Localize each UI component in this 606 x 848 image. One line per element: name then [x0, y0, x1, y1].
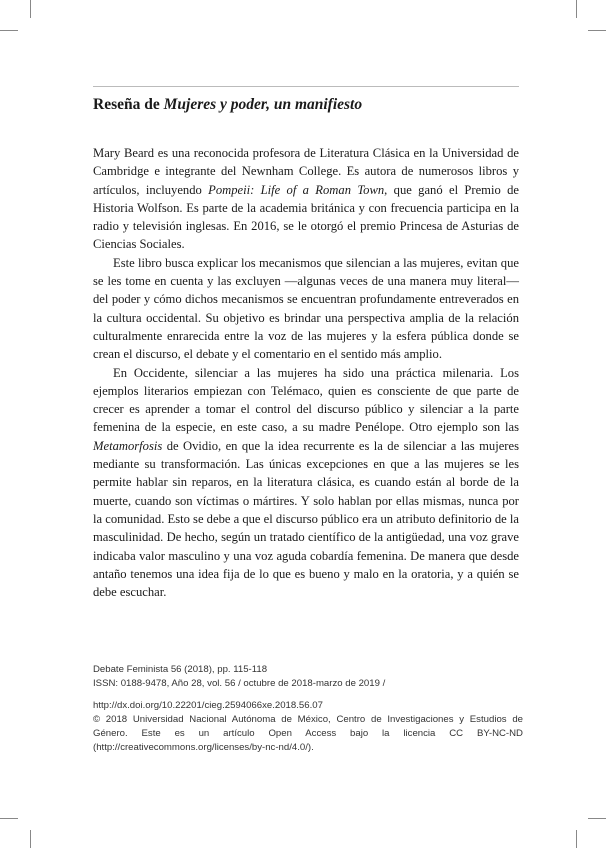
- paragraph-2-text: Este libro busca explicar los mecanismos que silencian a las mujeres, evitan que se les tome en cuenta y las excluyen —algunas veces de una manera muy literal— del poder y cómo dichos mecanismos se encuentran profundamente entreverados en la cultura occidental. Su objetivo es brindar una perspectiva amplia de la relación culturalmente enrarecida entre la voz de las mujeres y la esfera pública donde se crean el discurso, el debate y el comentario en el sentido más amplio.: [93, 255, 519, 362]
- title-prefix: Reseña de: [93, 96, 164, 113]
- article-body: [93, 144, 519, 601]
- license-text: © 2018 Universidad Nacional Autónoma de México, Centro de Investigaciones y Estudios de Género. Este es un artículo Open Access bajo la licencia CC BY-NC-ND (http://creativecommons.org/licenses/by-nc-nd/4.0/).: [93, 714, 523, 753]
- crop-mark-right-top: [588, 30, 606, 31]
- crop-mark-top-left: [30, 0, 31, 18]
- issn-line: ISSN: 0188-9478, Año 28, vol. 56 / octubre de 2018-marzo de 2019 /: [93, 678, 386, 689]
- header-rule: [93, 86, 519, 87]
- paragraph-1-text-a: Mary Beard es una reconocida profesora de Literatura Clásica en la Universidad de Cambridge e integrante del Newnham College. Es autora de numerosos libros y artículos, incluyendo: [93, 146, 519, 197]
- crop-mark-top-right: [576, 0, 577, 18]
- paragraph-3-text-b: de Ovidio, en que la idea recurrente es la de silenciar a las mujeres mediante su transformación. Las únicas excepciones en que a las mujeres se les permite hablar sin reparos, en la literatura clásica, es cuando están al borde de la muerte, cuando son víctimas o mártires. Y solo hablan por ellas mismas, nunca por la comunidad. Esto se debe a que el discurso público era un atributo definitorio de la masculinidad. De hecho, según un tratado científico de la antigüedad, una voz grave indicaba valor masculino y una voz aguda cobardía femenina. De manera que desde antaño tenemos una idea fija de lo que es bueno y malo en la oratoria, y a quién se debe escuchar.: [93, 438, 519, 600]
- citation-line: Debate Feminista 56 (2018), pp. 115-118: [93, 664, 268, 675]
- review-title: [93, 96, 523, 114]
- crop-mark-bottom-right: [576, 830, 577, 848]
- doi-link[interactable]: http://dx.doi.org/10.22201/cieg.2594066xe.2018.56.07: [93, 700, 323, 711]
- paragraph-3: [93, 364, 519, 602]
- crop-mark-left-top: [0, 30, 18, 31]
- paragraph-3-italic: Metamorfosis: [93, 438, 163, 453]
- book-title: Mujeres y poder, un manifiesto: [163, 96, 363, 113]
- paragraph-1-text-b: , que ganó el Premio de Historia Wolfson. Es parte de la academia británica y con frecuencia participa en la radio y televisión inglesas. En 2016, se le otorgó el premio Princesa de Asturias de Ciencias Sociales.: [93, 182, 519, 252]
- paragraph-1: [93, 144, 519, 254]
- crop-mark-right-bottom: [588, 818, 606, 819]
- paragraph-2: [93, 254, 519, 364]
- paragraph-1-italic: Pompeii: Life of a Roman Town: [208, 182, 385, 197]
- page-footer: [93, 663, 523, 755]
- crop-mark-bottom-left: [30, 830, 31, 848]
- paragraph-3-text-a: En Occidente, silenciar a las mujeres ha sido una práctica milenaria. Los ejemplos literarios empiezan con Telémaco, quien es consciente de que parte de crecer es aprender a tomar el control del discurso público y silenciar a la parte femenina de la especie, en este caso, a su madre Penélope. Otro ejemplo son las: [93, 365, 519, 435]
- crop-mark-left-bottom: [0, 818, 18, 819]
